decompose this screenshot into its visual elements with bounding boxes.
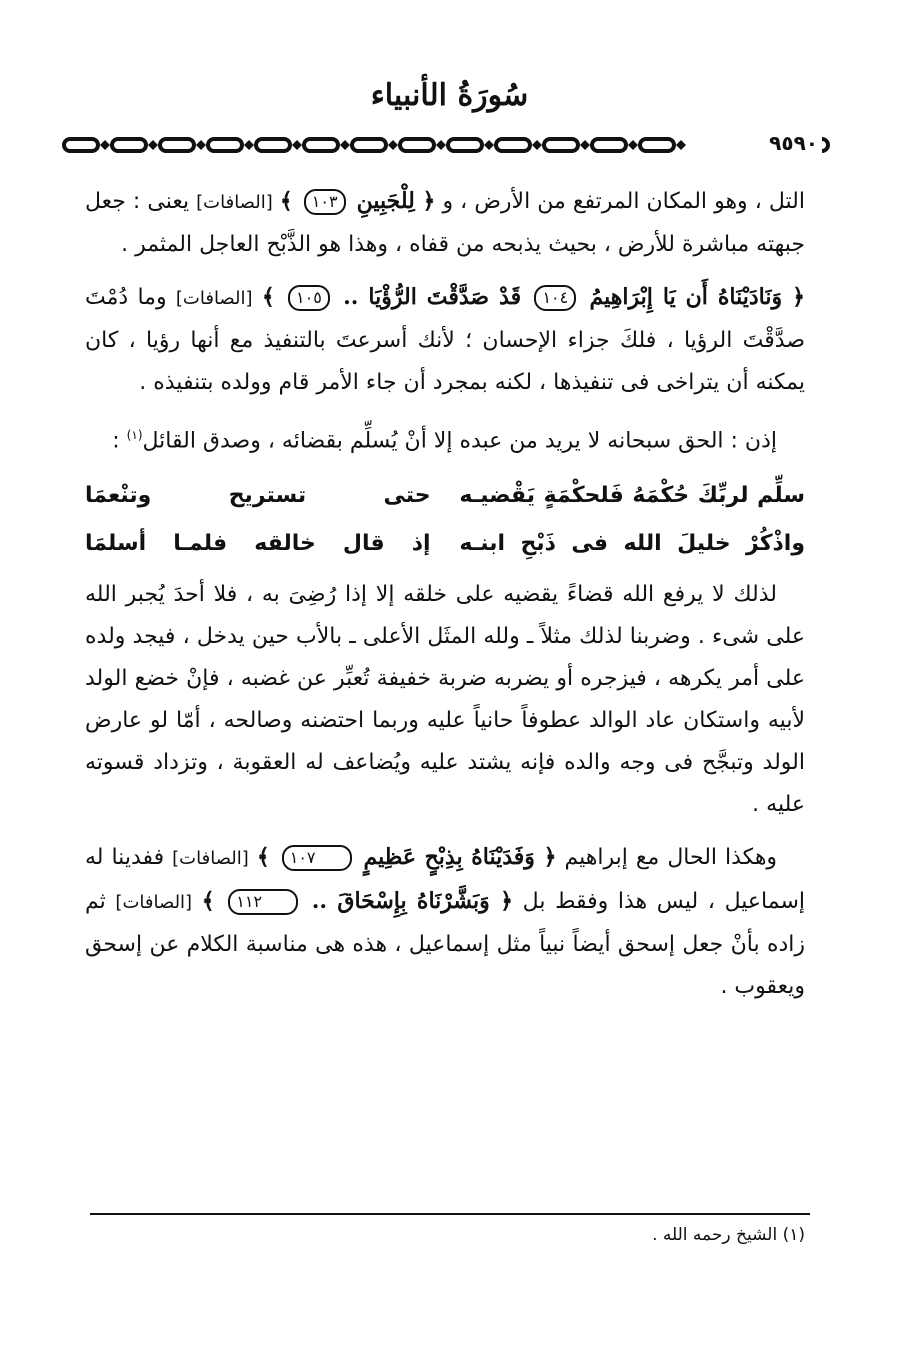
chain-link: [640, 139, 674, 151]
chain-diamond: [244, 140, 254, 150]
main-text: [85, 180, 805, 1018]
quran-bracket: ﴾: [256, 844, 270, 871]
chain-link: [256, 139, 290, 151]
poem-line: [85, 472, 805, 520]
chain-link: [496, 139, 530, 151]
ayah-number: ١٠٣: [304, 189, 346, 215]
chain-link: [208, 139, 242, 151]
chain-diamond: [580, 140, 590, 150]
surah-reference: [الصافات]: [175, 288, 253, 309]
surah-reference: [الصافات]: [196, 192, 273, 213]
ayah-number: ١٠٥: [288, 285, 330, 311]
paragraph-4: [85, 574, 805, 826]
chain-diamond: [532, 140, 542, 150]
chain-diamond: [388, 140, 398, 150]
paragraph-1: [85, 180, 805, 266]
footnote-marker: (١): [126, 428, 143, 442]
footnote: (١) الشيخ رحمه الله .: [652, 1225, 805, 1245]
chain-diamond: [292, 140, 302, 150]
chain-link: [160, 139, 194, 151]
header-chain-ornament: [62, 130, 832, 160]
chain-diamond: [436, 140, 446, 150]
ayah-number: ١٠٧: [282, 845, 352, 871]
poem-hemistich: إذ قال خالقه فلمـا أسلمَا: [85, 531, 431, 557]
poem-hemistich: حتى تستريح وتنْعمَا: [85, 483, 431, 509]
ayah-number: ١١٢: [228, 889, 298, 915]
chain-diamond: [484, 140, 494, 150]
chain-link: [64, 139, 98, 151]
chain-link: [592, 139, 626, 151]
paragraph-text: إذن : الحق سبحانه لا يريد من عبده إلا أنْ يُسلِّم بقضائه ، وصدق القائل: [142, 428, 777, 454]
chain-ornament-svg: [62, 130, 832, 160]
quran-verse: ﴿ وَبَشَّرْنَاهُ بِإِسْحَاقَ ..: [311, 888, 513, 915]
footnote-divider: [90, 1213, 810, 1215]
chain-diamond: [676, 140, 686, 150]
poem-hemistich: سلِّم لربِّكَ حُكْمَهُ فَلحكْمَةٍ يَقْضيـه: [459, 483, 805, 509]
page-number: ٩٥٩٠: [765, 131, 822, 155]
surah-reference: [الصافات]: [115, 892, 193, 914]
surah-title: سُورَةُ الأنبياء: [370, 78, 529, 113]
quran-bracket: ﴾: [261, 284, 275, 310]
quran-verse: قَدْ صَدَّقْتَ الرُّؤْيَا ..: [343, 284, 522, 310]
chain-link: [112, 139, 146, 151]
paragraph-text: لذلك لا يرفع الله قضاءً يقضيه على خلقه إلا إذا رُضِىَ به ، فلا أحدَ يُجبر الله على شىء . وضربنا لذلك مثلاً ـ ولله المثَل الأعلى ـ بالأب حين يدخل ، فيجد ولده على أمر يكرهه ، فيزجره أو يضربه ضربة خفيفة تُعبِّر عن غضبه ، فإنْ خضع الولد لأبيه واستكان عاد الوالد عطوفاً حانياً عليه وربما احتضنه وصالحه ، أمّا لو عارض الولد وتبجَّح فى وجه والده فإنه يشتد عليه ويُضاعف له العقوبة ، وتزداد قسوته عليه .: [85, 582, 805, 818]
ayah-number: ١٠٤: [534, 285, 576, 311]
chain-diamond: [340, 140, 350, 150]
chain-link: [400, 139, 434, 151]
chain-diamond: [148, 140, 158, 150]
paragraph-5: [85, 836, 805, 1008]
chain-diamond: [196, 140, 206, 150]
poem-line: [85, 520, 805, 568]
quran-bracket: ﴾: [201, 888, 215, 915]
poem: [85, 472, 805, 568]
quran-verse: ﴿ وَنَادَيْنَاهُ أَن يَا إِبْرَاهِيمُ: [589, 284, 805, 310]
surah-reference: [الصافات]: [172, 848, 249, 870]
paragraph-text: :: [112, 428, 127, 454]
paragraph-3: [85, 414, 805, 462]
quran-verse: ﴿ لِلْجَبِينِ: [356, 188, 436, 214]
chain-link: [304, 139, 338, 151]
paragraph-text: التل ، وهو المكان المرتفع من الأرض ، و: [442, 189, 805, 214]
paragraph-text: ففدينا له إسماعيل ، ليس هذا وفقط بل: [85, 845, 805, 915]
chain-link: [352, 139, 386, 151]
chain-link: [448, 139, 482, 151]
quran-verse: ﴿ وَفَدَيْنَاهُ بِذِبْحٍ عَظِيمٍ: [363, 844, 557, 871]
paragraph-2: [85, 276, 805, 404]
paragraph-text: يعنى : جعل جبهته مباشرة للأرض ، بحيث يذبحه من قفاه ، وهذا هو الذَّبْح العاجل المثمر .: [85, 189, 805, 257]
paragraph-text: وما دُمْتَ صدَّقْتَ الرؤيا ، فلكَ جزاء الإحسان ؛ لأنك أسرعتَ بالتنفيذ مع أنها رؤيا ، كان يمكنه أن يتراخى فى تنفيذها ، لكنه بمجرد أن جاء الأمر قام وولده بتنفيذه .: [85, 285, 805, 395]
paragraph-text: ثم زاده بأنْ جعل إسحق أيضاً نبياً مثل إسماعيل ، هذه هى مناسبة الكلام عن إسحق ويعقوب .: [85, 889, 805, 1000]
quran-bracket: ﴾: [279, 188, 293, 214]
chain-diamond: [628, 140, 638, 150]
chain-diamond: [100, 140, 110, 150]
chain-link: [544, 139, 578, 151]
paragraph-text: وهكذا الحال مع إبراهيم: [564, 845, 778, 871]
poem-hemistich: واذْكُرْ خليلَ الله فى ذَبْحِ ابنـه: [459, 531, 805, 557]
